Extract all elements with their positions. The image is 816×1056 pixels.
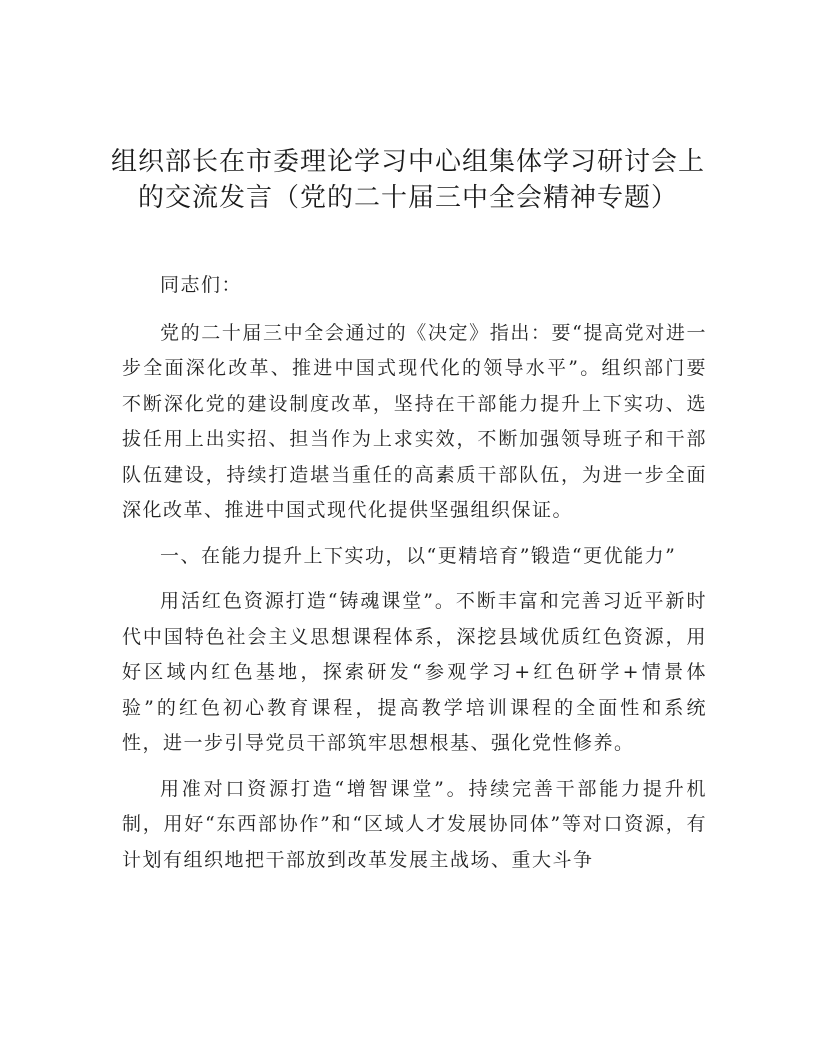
salutation: 同志们： (160, 274, 243, 296)
document-body (122, 268, 707, 888)
document-title: 组织部长在市委理论学习中心组集体学习研讨会上的交流发言（党的二十届三中全会精神专题） (110, 147, 705, 213)
paragraph-intro: 党的二十届三中全会通过的《决定》指出：要“提高党对进一步全面深化改革、推进中国式现代化的领导水平”。组织部门要不断深化党的建设制度改革，坚持在干部能力提升上下实功、选拔任用上出实招、担当作为上求实效，不断加强领导班子和干部队伍建设，持续打造堪当重任的高素质干部队伍，为进一步全面深化改革、推进中国式现代化提供坚强组织保证。 (122, 321, 707, 521)
section-heading-1: 一、在能力提升上下实功，以“更精培育”锻造“更优能力” (160, 544, 677, 567)
paragraph-paired-resources: 用准对口资源打造“增智课堂”。持续完善干部能力提升机制，用好“东西部协作”和“区域人才发展协同体”等对口资源，有计划有组织地把干部放到改革发展主战场、重大斗争 (122, 777, 707, 871)
paragraph-red-resources: 用活红色资源打造“铸魂课堂”。不断丰富和完善习近平新时代中国特色社会主义思想课程体系，深挖县域优质红色资源，用好区域内红色基地，探索研发“参观学习+红色研学+情景体验”的红色初心教育课程，提高教学培训课程的全面性和系统性，进一步引导党员干部筑牢思想根基、强化党性修养。 (122, 590, 707, 754)
